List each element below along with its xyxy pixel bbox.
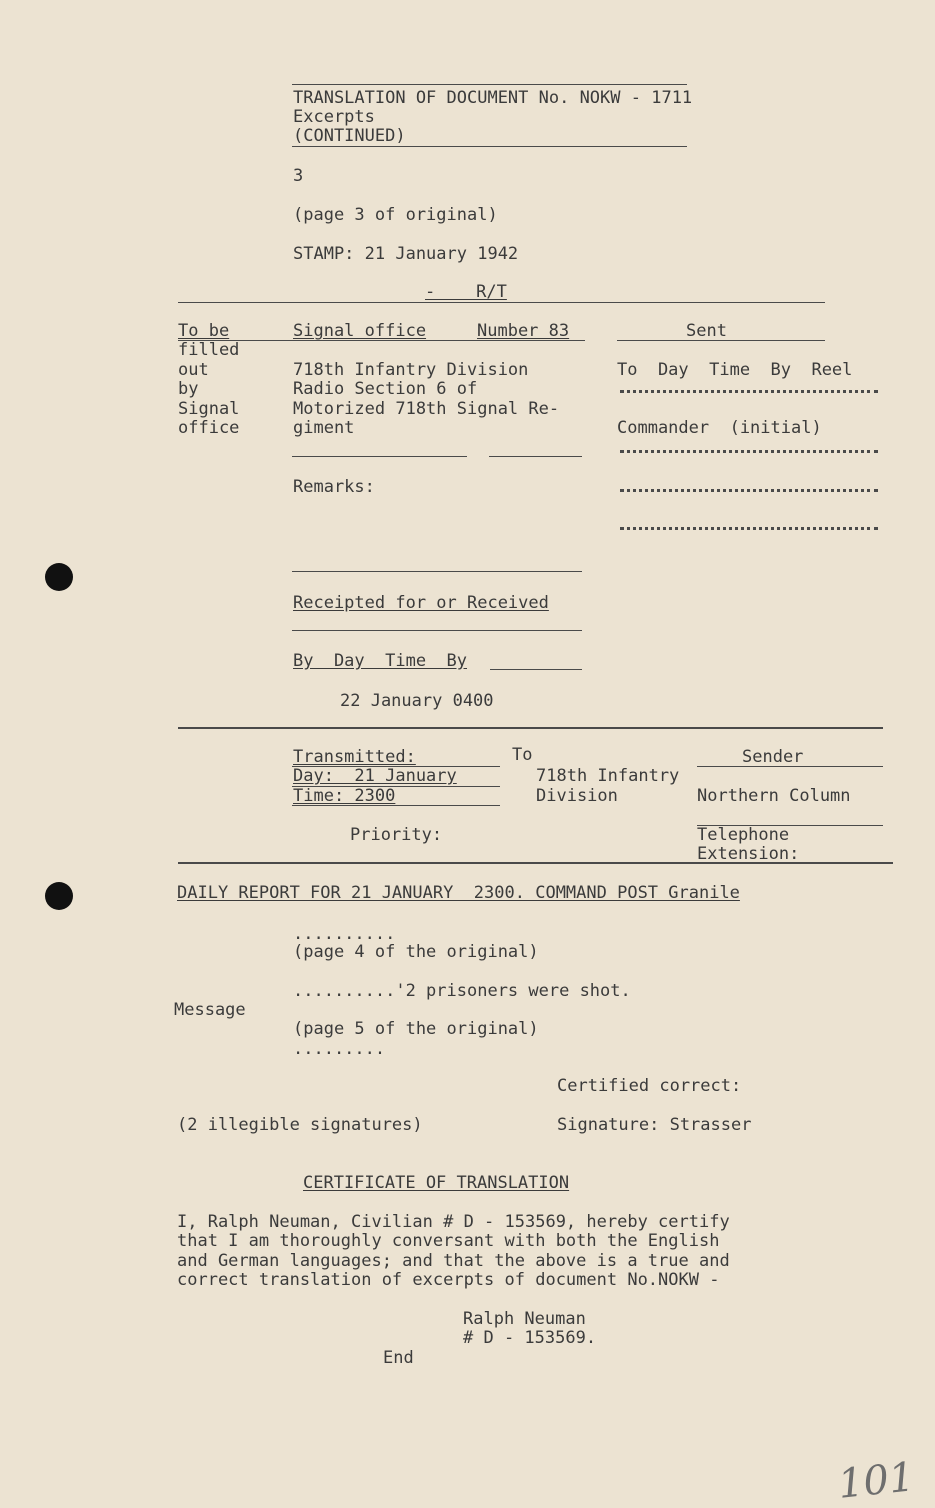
unit-rule-left <box>292 456 467 457</box>
unit-line: 718th Infantry Division <box>293 360 529 380</box>
dotted-line <box>620 390 878 393</box>
form-left-line: office <box>178 418 240 438</box>
unit-line: Motorized 718th Signal Re- <box>293 399 560 419</box>
to-label: To <box>512 745 533 765</box>
header-bottom-rule <box>292 146 687 147</box>
document-title: TRANSLATION OF DOCUMENT No. NOKW - 1711 <box>293 88 693 108</box>
rt-label: - R/T <box>425 282 507 302</box>
certificate-heading: CERTIFICATE OF TRANSLATION <box>303 1173 570 1193</box>
receipted-label: Receipted for or Received <box>293 593 549 613</box>
stamp-line: STAMP: 21 January 1942 <box>293 244 519 264</box>
daily-report-heading: DAILY REPORT FOR 21 JANUARY 2300. COMMAND POST Granile <box>177 883 740 903</box>
message-label: Message <box>174 1000 246 1020</box>
form-left-line: To be <box>178 321 230 341</box>
signer-name: Ralph Neuman <box>463 1309 586 1329</box>
signature-line: Signature: Strasser <box>557 1115 752 1135</box>
time-rule <box>292 805 500 806</box>
transmitted-day: Day: 21 January <box>293 766 457 786</box>
certificate-line: I, Ralph Neuman, Civilian # D - 153569, hereby certify <box>177 1212 730 1232</box>
telephone-line: Telephone <box>697 825 790 845</box>
telephone-line: Extension: <box>697 844 800 864</box>
by-day-rule <box>490 669 582 670</box>
unit-line: Radio Section 6 of <box>293 379 478 399</box>
remarks-rule <box>292 571 582 572</box>
continued-label: (CONTINUED) <box>293 126 406 146</box>
sent-rule <box>617 340 825 341</box>
illegible-signatures: (2 illegible signatures) <box>177 1115 423 1135</box>
transmitted-label: Transmitted: <box>293 747 416 767</box>
certificate-line: correct translation of excerpts of document No.NOKW - <box>177 1270 720 1290</box>
to-unit-line: 718th Infantry <box>536 766 680 786</box>
unit-rule-right <box>489 456 582 457</box>
transmitted-time: Time: 2300 <box>293 786 396 806</box>
signal-office-label: Signal office <box>293 321 427 341</box>
sent-label: Sent <box>686 321 727 341</box>
end-label: End <box>383 1348 414 1368</box>
punch-hole <box>45 563 73 591</box>
document-subtitle: Excerpts <box>293 107 375 127</box>
certificate-line: that I am thoroughly conversant with both the English <box>177 1231 720 1251</box>
message-dots: .......... <box>293 924 396 944</box>
form-top-rule <box>178 302 825 303</box>
receipted-rule <box>292 630 582 631</box>
form-left-line: out <box>178 360 209 380</box>
remarks-label: Remarks: <box>293 477 375 497</box>
message-page5: (page 5 of the original) <box>293 1019 539 1039</box>
dotted-line <box>620 489 878 492</box>
certified-correct: Certified correct: <box>557 1076 742 1096</box>
message-dots-end: ......... <box>293 1039 386 1059</box>
original-page-note: (page 3 of original) <box>293 205 498 225</box>
signer-id: # D - 153569. <box>463 1328 597 1348</box>
message-page4: (page 4 of the original) <box>293 942 539 962</box>
transmission-divider <box>178 862 893 864</box>
header-row-rule <box>178 340 585 341</box>
by-day-time-label: By Day Time By <box>293 651 467 671</box>
form-left-line: Signal <box>178 399 240 419</box>
form-divider <box>178 727 883 729</box>
form-left-line: filled <box>178 340 240 360</box>
received-date: 22 January 0400 <box>340 691 494 711</box>
sent-columns: To Day Time By Reel <box>617 360 853 380</box>
sender-label: Sender <box>742 747 804 767</box>
page-marker: 3 <box>293 166 304 186</box>
priority-label: Priority: <box>350 825 443 845</box>
number-label: Number 83 <box>477 321 570 341</box>
unit-line: giment <box>293 418 355 438</box>
commander-label: Commander (initial) <box>617 418 822 438</box>
sender-value: Northern Column <box>697 786 851 806</box>
punch-hole <box>45 882 73 910</box>
dotted-line <box>620 450 878 453</box>
certificate-line: and German languages; and that the above is a true and <box>177 1251 730 1271</box>
header-top-rule <box>292 84 687 85</box>
message-prisoners: ..........'2 prisoners were shot. <box>293 981 631 1001</box>
to-unit-line: Division <box>536 786 618 806</box>
sender-rule <box>697 766 883 767</box>
handwritten-page-number: 101 <box>835 1454 917 1508</box>
form-left-line: by <box>178 379 199 399</box>
dotted-line <box>620 527 878 530</box>
